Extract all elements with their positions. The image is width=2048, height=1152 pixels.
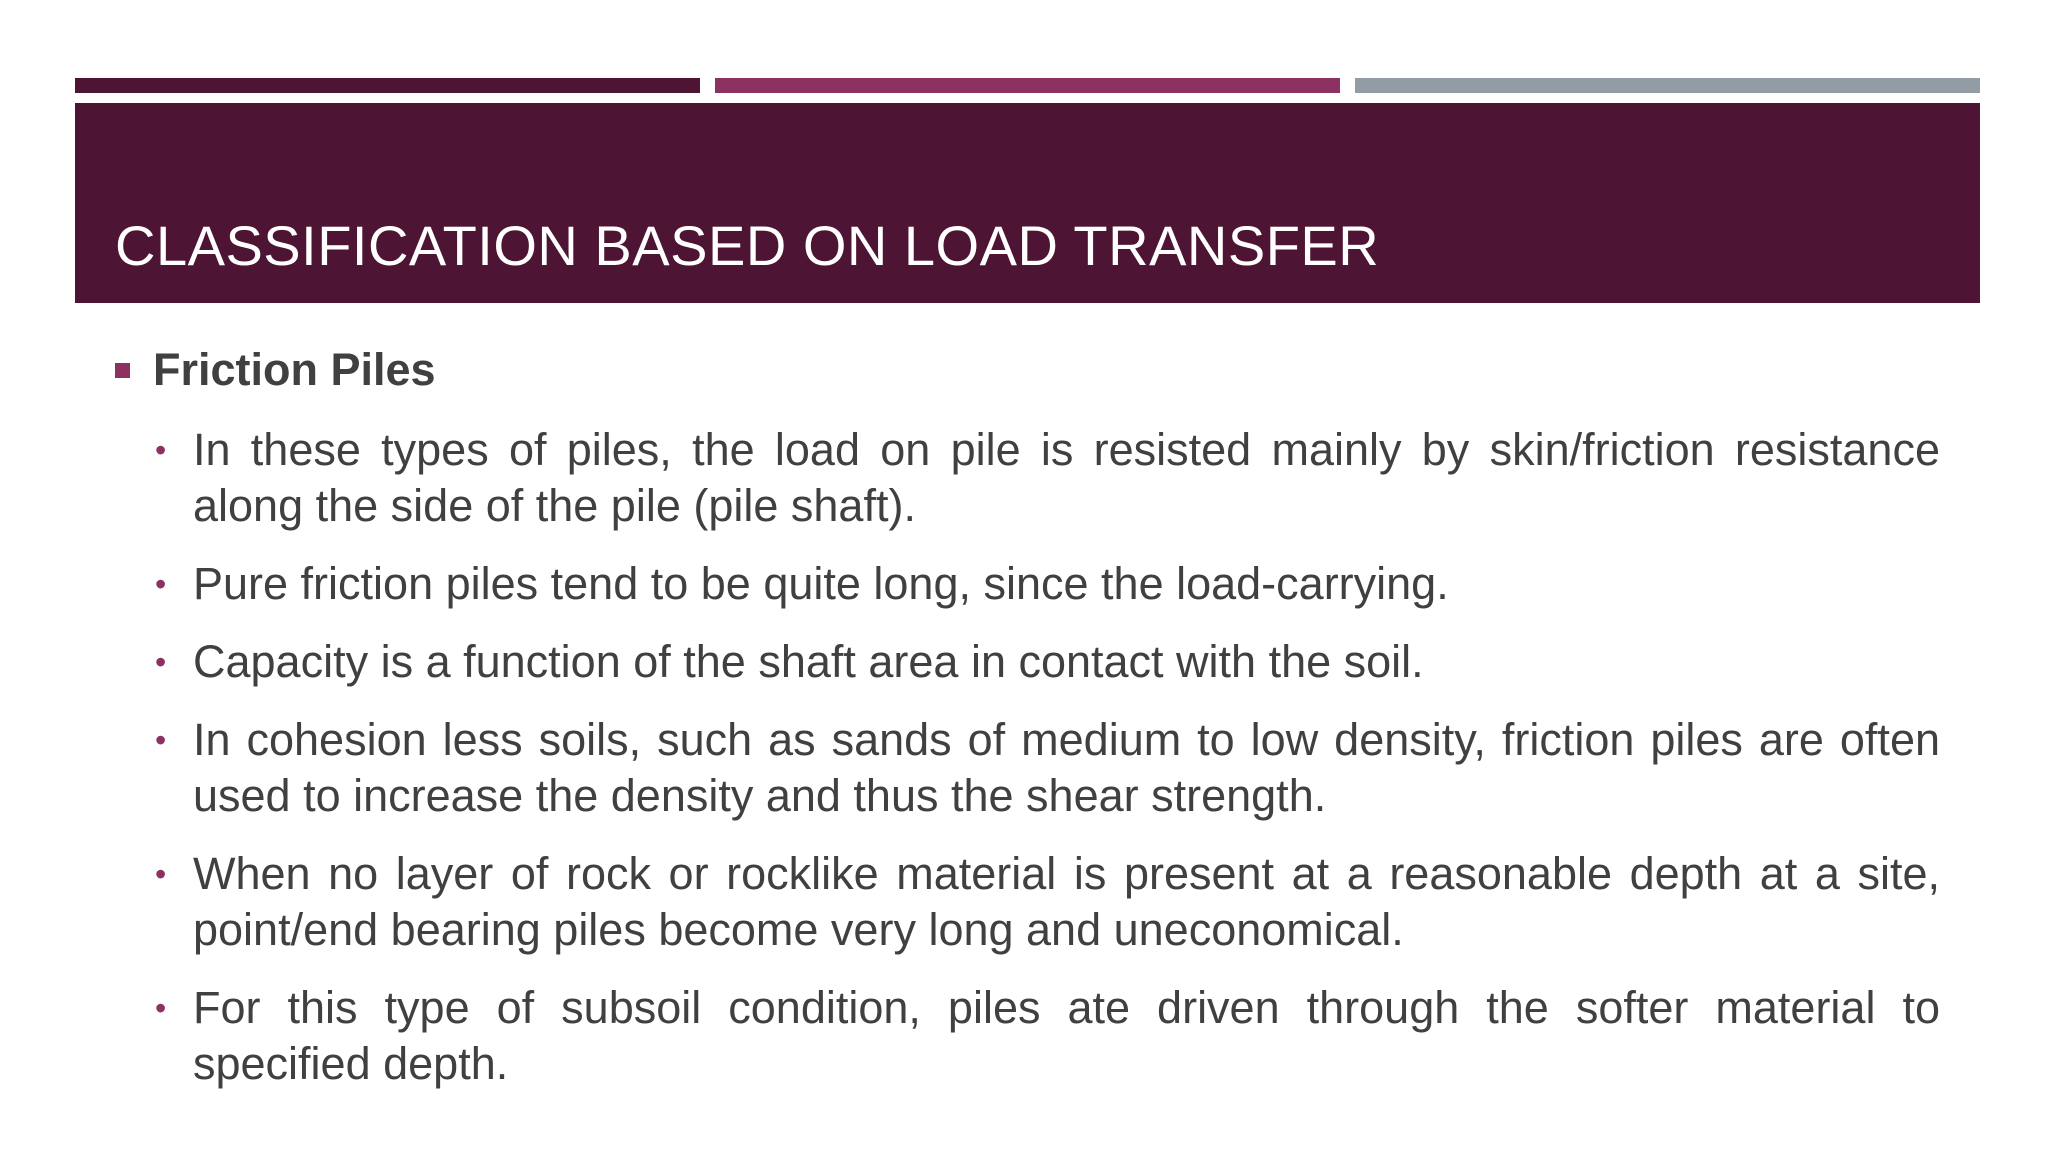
bullet-dot-icon: • — [155, 856, 167, 892]
bullet-dot-icon: • — [155, 432, 167, 468]
square-bullet-icon — [115, 363, 130, 378]
section-heading: Friction Piles — [153, 344, 436, 395]
accent-bar-magenta — [715, 78, 1340, 93]
bullet-text: Capacity is a function of the shaft area in contact with the soil. — [193, 636, 1424, 687]
bullet-list — [115, 422, 1940, 1092]
title-band — [75, 103, 1980, 303]
bullet-item — [155, 980, 1940, 1092]
accent-bar-gray — [1355, 78, 1980, 93]
slide-title: CLASSIFICATION BASED ON LOAD TRANSFER — [115, 214, 1380, 277]
bullet-item — [155, 634, 1940, 690]
bullet-dot-icon: • — [155, 722, 167, 758]
bullet-dot-icon: • — [155, 566, 167, 602]
level1-item — [115, 340, 1940, 400]
bullet-dot-icon: • — [155, 644, 167, 680]
bullet-text: When no layer of rock or rocklike material is present at a reasonable depth at a site, point/end bearing piles become very long and uneconomical. — [193, 848, 1940, 955]
bullet-dot-icon: • — [155, 990, 167, 1026]
bullet-text: Pure friction piles tend to be quite long, since the load-carrying. — [193, 558, 1449, 609]
bullet-text: For this type of subsoil condition, piles ate driven through the softer material to specified depth. — [193, 982, 1940, 1089]
bullet-item — [155, 422, 1940, 534]
bullet-item — [155, 556, 1940, 612]
bullet-item — [155, 712, 1940, 824]
accent-bar-dark — [75, 78, 700, 93]
bullet-text: In these types of piles, the load on pile is resisted mainly by skin/friction resistance along the side of the pile (pile shaft). — [193, 424, 1940, 531]
bullet-text: In cohesion less soils, such as sands of medium to low density, friction piles are often used to increase the density and thus the shear strength. — [193, 714, 1940, 821]
bullet-item — [155, 846, 1940, 958]
slide-content — [115, 340, 1940, 1114]
